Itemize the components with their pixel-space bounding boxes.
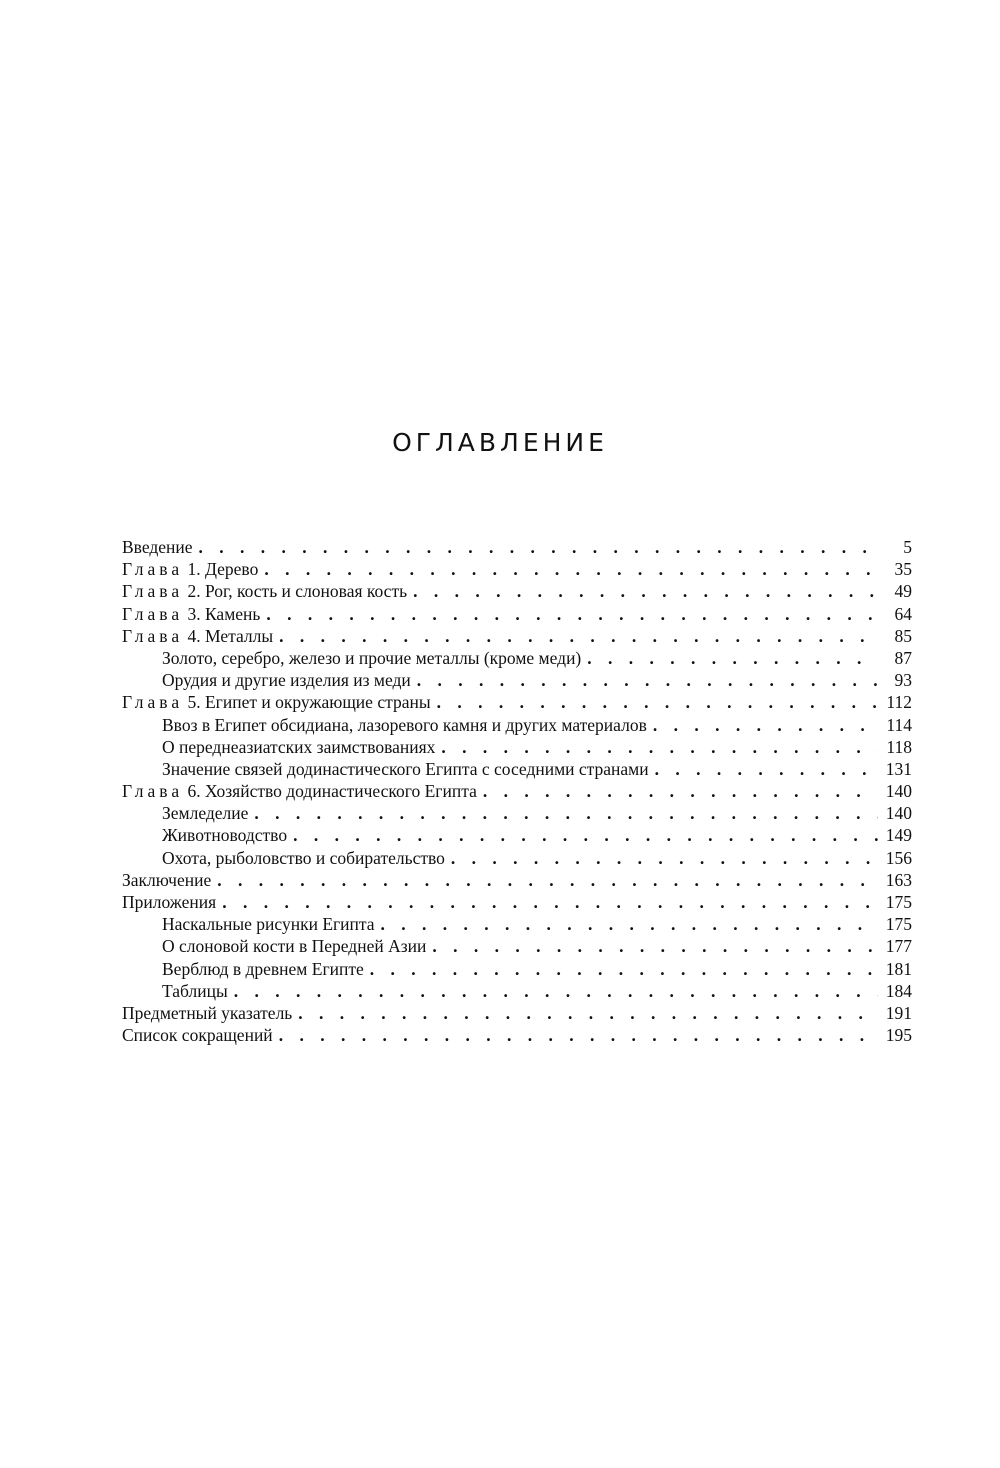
dot-leader [264,558,878,580]
dot-leader [234,980,878,1002]
toc-page-number: 175 [885,892,912,912]
toc-entry-text: 2. Рог, кость и слоновая кость [187,581,408,602]
dot-leader [254,802,878,824]
toc-page-number: 184 [885,980,912,1001]
toc-page-number: 93 [894,670,912,691]
toc-entry-label [122,869,211,891]
toc-chapter-prefix: Глава [122,603,184,624]
toc-entry-label [122,1002,292,1024]
page-title: ОГЛАВЛЕНИЕ [392,428,608,457]
toc-page-number: 156 [885,847,912,868]
toc-page-number: 163 [885,869,912,890]
dot-leader [279,1024,878,1046]
toc-entry [122,691,912,713]
dot-leader [653,714,878,736]
toc-page-number: 64 [894,603,912,624]
toc-entry-text: Введение [122,537,193,557]
toc-entry-label [122,603,260,625]
toc-page-number: 112 [886,692,912,713]
dot-leader [381,913,878,935]
toc-entry-text: Таблицы [162,980,228,1001]
toc-entry-text: Верблюд в древнем Египте [162,958,364,979]
toc-entry-text: Предметный указатель [122,1002,293,1023]
toc-entry-text: 5. Египет и окружающие страны [187,692,431,713]
toc-entry [122,669,912,691]
toc-entry-label [122,714,647,736]
toc-entry-text: Список сокращений [122,1025,273,1046]
toc-page-number: 181 [885,958,912,979]
toc-entry [122,1024,912,1046]
toc-entry-text: Наскальные рисунки Египта [162,914,375,935]
toc-page-number: 118 [886,736,912,757]
toc-page-number: 191 [885,1002,912,1023]
dot-leader [222,891,878,913]
toc-entry-text: Заключение [122,869,212,890]
table-of-contents [122,536,912,1046]
toc-entry-label [122,802,248,824]
toc-entry-text: 1. Дерево [187,559,259,580]
toc-entry [122,714,912,736]
toc-page-number: 140 [885,803,912,824]
toc-entry-label [122,647,581,669]
dot-leader [199,536,878,558]
toc-entry [122,625,912,647]
toc-entry [122,603,912,625]
toc-entry-text: Золото, серебро, железо и прочие металлы (кроме меди) [162,647,582,668]
dot-leader [370,958,878,980]
toc-entry-label [122,558,258,580]
dot-leader [437,691,878,713]
toc-entry [122,1002,912,1024]
toc-entry-label [122,891,216,913]
dot-leader [413,580,878,602]
toc-entry-text: Значение связей додинастического Египта с соседними странами [162,758,649,779]
toc-page-number: 85 [894,625,912,646]
toc-entry-label [122,691,431,713]
toc-page-number: 87 [894,647,912,668]
toc-entry [122,580,912,602]
toc-page-number: 149 [885,825,912,846]
toc-page-number: 5 [903,537,912,557]
toc-entry-label [122,824,287,846]
toc-entry [122,847,912,869]
toc-entry-label [122,780,477,802]
toc-entry-text: Охота, рыболовство и собирательство [162,847,445,868]
toc-entry-label [122,1024,273,1046]
dot-leader [298,1002,878,1024]
toc-entry-text: Ввоз в Египет обсидиана, лазоревого камня и других материалов [162,714,647,735]
toc-entry-text: Приложения [122,892,217,912]
toc-entry-text: Земледелие [162,803,249,824]
toc-entry [122,869,912,891]
toc-entry-text: 6. Хозяйство додинастического Египта [187,781,477,802]
toc-entry-text: Животноводство [162,825,288,846]
toc-page-number: 35 [894,559,912,580]
toc-entry-label [122,669,411,691]
dot-leader [483,780,878,802]
toc-entry [122,758,912,780]
dot-leader [417,669,878,691]
toc-entry [122,891,912,913]
dot-leader [451,847,878,869]
dot-leader [266,603,878,625]
dot-leader [217,869,878,891]
toc-entry [122,935,912,957]
toc-entry-text: 4. Металлы [187,625,274,646]
toc-page-number: 177 [885,936,912,957]
toc-entry-label [122,758,649,780]
toc-entry-label [122,913,375,935]
toc-page-number: 114 [886,714,912,735]
toc-page-number: 195 [885,1025,912,1046]
toc-page-number: 49 [894,581,912,602]
toc-entry [122,647,912,669]
toc-entry [122,980,912,1002]
toc-chapter-prefix: Глава [122,625,184,646]
toc-entry [122,802,912,824]
toc-entry [122,958,912,980]
toc-entry-label [122,935,426,957]
toc-entry-label [122,536,193,558]
toc-entry-label [122,847,445,869]
toc-entry-label [122,736,435,758]
dot-leader [432,935,878,957]
toc-entry-label [122,958,364,980]
dot-leader [655,758,878,780]
toc-page-number: 175 [885,914,912,935]
toc-entry-text: 3. Камень [187,603,261,624]
toc-chapter-prefix: Глава [122,559,184,580]
toc-entry [122,536,912,558]
toc-entry-text: Орудия и другие изделия из меди [162,670,411,691]
dot-leader [587,647,878,669]
toc-entry-text: О переднеазиатских заимствованиях [162,736,436,757]
toc-entry-label [122,580,407,602]
toc-entry [122,558,912,580]
toc-entry-text: О слоновой кости в Передней Азии [162,936,427,957]
toc-entry [122,736,912,758]
toc-chapter-prefix: Глава [122,781,184,802]
dot-leader [279,625,878,647]
toc-entry [122,824,912,846]
dot-leader [293,824,878,846]
toc-chapter-prefix: Глава [122,581,184,602]
toc-entry [122,780,912,802]
toc-entry-label [122,625,273,647]
dot-leader [441,736,878,758]
toc-chapter-prefix: Глава [122,692,184,713]
toc-entry-label [122,980,228,1002]
toc-entry [122,913,912,935]
toc-page-number: 140 [885,781,912,802]
toc-page-number: 131 [885,758,912,779]
